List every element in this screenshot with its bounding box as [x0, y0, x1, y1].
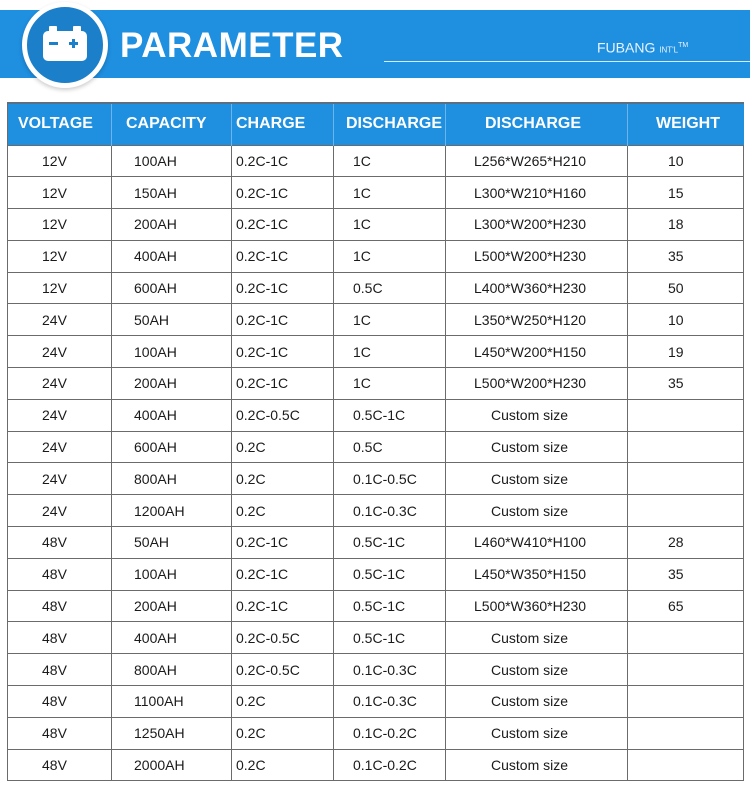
dimension-cell: Custom size — [446, 686, 628, 718]
table-row — [8, 717, 744, 749]
discharge-rate-cell: 0.1C-0.3C — [334, 495, 446, 527]
capacity-cell: 100AH — [112, 558, 232, 590]
discharge-rate-cell: 0.1C-0.2C — [334, 749, 446, 781]
discharge-rate-cell: 0.1C-0.3C — [334, 654, 446, 686]
parameter-table — [7, 102, 744, 781]
discharge-rate-cell: 0.1C-0.3C — [334, 686, 446, 718]
capacity-cell: 1200AH — [112, 495, 232, 527]
weight-cell: 35 — [628, 240, 744, 272]
discharge-rate-cell: 1C — [334, 177, 446, 209]
charge-cell: 0.2C-1C — [232, 590, 334, 622]
charge-cell: 0.2C — [232, 717, 334, 749]
brand-logo — [597, 38, 688, 59]
weight-cell: 19 — [628, 336, 744, 368]
discharge-rate-cell: 1C — [334, 336, 446, 368]
discharge-rate-cell: 1C — [334, 209, 446, 241]
capacity-cell: 600AH — [112, 272, 232, 304]
table-row — [8, 558, 744, 590]
voltage-cell: 48V — [8, 686, 112, 718]
table-row — [8, 368, 744, 400]
voltage-cell: 48V — [8, 622, 112, 654]
weight-cell — [628, 717, 744, 749]
dimension-cell: Custom size — [446, 399, 628, 431]
charge-cell: 0.2C-1C — [232, 527, 334, 559]
voltage-cell: 48V — [8, 717, 112, 749]
table-row — [8, 145, 744, 177]
capacity-cell: 50AH — [112, 304, 232, 336]
charge-cell: 0.2C — [232, 686, 334, 718]
discharge-rate-cell: 0.5C — [334, 272, 446, 304]
voltage-cell: 24V — [8, 495, 112, 527]
voltage-cell: 12V — [8, 209, 112, 241]
page-title: PARAMETER — [120, 26, 344, 65]
dimension-cell: L450*W350*H150 — [446, 558, 628, 590]
table-row — [8, 654, 744, 686]
capacity-cell: 100AH — [112, 145, 232, 177]
charge-cell: 0.2C-1C — [232, 558, 334, 590]
capacity-cell: 150AH — [112, 177, 232, 209]
discharge-rate-cell: 1C — [334, 368, 446, 400]
table-row — [8, 209, 744, 241]
weight-cell — [628, 654, 744, 686]
weight-cell: 65 — [628, 590, 744, 622]
dimension-cell: Custom size — [446, 495, 628, 527]
table-row — [8, 463, 744, 495]
voltage-cell: 24V — [8, 463, 112, 495]
capacity-cell: 50AH — [112, 527, 232, 559]
brand-trademark: TM — [678, 42, 689, 49]
weight-cell: 18 — [628, 209, 744, 241]
column-header: CHARGE — [232, 103, 334, 145]
weight-cell: 10 — [628, 145, 744, 177]
table-row — [8, 749, 744, 781]
table-row — [8, 495, 744, 527]
column-header: DISCHARGE — [334, 103, 446, 145]
table-row — [8, 527, 744, 559]
charge-cell: 0.2C-1C — [232, 177, 334, 209]
capacity-cell: 1100AH — [112, 686, 232, 718]
voltage-cell: 24V — [8, 304, 112, 336]
dimension-cell: L350*W250*H120 — [446, 304, 628, 336]
weight-cell: 15 — [628, 177, 744, 209]
dimension-cell: L500*W360*H230 — [446, 590, 628, 622]
capacity-cell: 400AH — [112, 240, 232, 272]
weight-cell: 50 — [628, 272, 744, 304]
discharge-rate-cell: 1C — [334, 145, 446, 177]
battery-icon — [41, 23, 89, 67]
discharge-rate-cell: 0.5C-1C — [334, 590, 446, 622]
weight-cell: 35 — [628, 368, 744, 400]
voltage-cell: 12V — [8, 145, 112, 177]
capacity-cell: 1250AH — [112, 717, 232, 749]
voltage-cell: 48V — [8, 527, 112, 559]
dimension-cell: L450*W200*H150 — [446, 336, 628, 368]
weight-cell: 35 — [628, 558, 744, 590]
dimension-cell: Custom size — [446, 654, 628, 686]
voltage-cell: 12V — [8, 177, 112, 209]
dimension-cell: Custom size — [446, 463, 628, 495]
dimension-cell: L256*W265*H210 — [446, 145, 628, 177]
weight-cell — [628, 622, 744, 654]
table-row — [8, 431, 744, 463]
charge-cell: 0.2C-0.5C — [232, 654, 334, 686]
charge-cell: 0.2C-1C — [232, 240, 334, 272]
column-header: CAPACITY — [112, 103, 232, 145]
charge-cell: 0.2C — [232, 495, 334, 527]
table-row — [8, 240, 744, 272]
capacity-cell: 800AH — [112, 463, 232, 495]
discharge-rate-cell: 0.1C-0.5C — [334, 463, 446, 495]
brand-suffix: INT'L — [659, 45, 679, 55]
voltage-cell: 48V — [8, 590, 112, 622]
charge-cell: 0.2C-1C — [232, 145, 334, 177]
table-body — [8, 145, 744, 781]
dimension-cell: Custom size — [446, 717, 628, 749]
weight-cell — [628, 399, 744, 431]
voltage-cell: 12V — [8, 272, 112, 304]
table-row — [8, 336, 744, 368]
dimension-cell: Custom size — [446, 749, 628, 781]
capacity-cell: 200AH — [112, 368, 232, 400]
voltage-cell: 24V — [8, 368, 112, 400]
table-row — [8, 622, 744, 654]
weight-cell — [628, 431, 744, 463]
discharge-rate-cell: 1C — [334, 240, 446, 272]
weight-cell — [628, 686, 744, 718]
battery-badge — [22, 2, 108, 88]
charge-cell: 0.2C-1C — [232, 209, 334, 241]
voltage-cell: 48V — [8, 558, 112, 590]
table-header-row — [8, 103, 744, 145]
voltage-cell: 48V — [8, 749, 112, 781]
charge-cell: 0.2C-1C — [232, 336, 334, 368]
charge-cell: 0.2C-1C — [232, 368, 334, 400]
capacity-cell: 600AH — [112, 431, 232, 463]
weight-cell — [628, 463, 744, 495]
capacity-cell: 100AH — [112, 336, 232, 368]
column-header: DISCHARGE — [446, 103, 628, 145]
voltage-cell: 48V — [8, 654, 112, 686]
charge-cell: 0.2C — [232, 431, 334, 463]
capacity-cell: 200AH — [112, 209, 232, 241]
weight-cell: 28 — [628, 527, 744, 559]
charge-cell: 0.2C-1C — [232, 304, 334, 336]
capacity-cell: 2000AH — [112, 749, 232, 781]
dimension-cell: L460*W410*H100 — [446, 527, 628, 559]
table-row — [8, 272, 744, 304]
capacity-cell: 400AH — [112, 399, 232, 431]
table-row — [8, 399, 744, 431]
discharge-rate-cell: 0.5C-1C — [334, 399, 446, 431]
charge-cell: 0.2C-0.5C — [232, 399, 334, 431]
capacity-cell: 800AH — [112, 654, 232, 686]
capacity-cell: 200AH — [112, 590, 232, 622]
discharge-rate-cell: 0.5C — [334, 431, 446, 463]
voltage-cell: 24V — [8, 431, 112, 463]
discharge-rate-cell: 0.5C-1C — [334, 527, 446, 559]
dimension-cell: L400*W360*H230 — [446, 272, 628, 304]
dimension-cell: L500*W200*H230 — [446, 240, 628, 272]
dimension-cell: Custom size — [446, 431, 628, 463]
table-row — [8, 590, 744, 622]
discharge-rate-cell: 1C — [334, 304, 446, 336]
charge-cell: 0.2C — [232, 463, 334, 495]
charge-cell: 0.2C — [232, 749, 334, 781]
charge-cell: 0.2C-1C — [232, 272, 334, 304]
table-row — [8, 686, 744, 718]
dimension-cell: Custom size — [446, 622, 628, 654]
brand-name: FUBANG — [597, 39, 656, 56]
voltage-cell: 12V — [8, 240, 112, 272]
charge-cell: 0.2C-0.5C — [232, 622, 334, 654]
dimension-cell: L500*W200*H230 — [446, 368, 628, 400]
column-header: VOLTAGE — [8, 103, 112, 145]
weight-cell — [628, 749, 744, 781]
capacity-cell: 400AH — [112, 622, 232, 654]
discharge-rate-cell: 0.5C-1C — [334, 622, 446, 654]
weight-cell — [628, 495, 744, 527]
dimension-cell: L300*W200*H230 — [446, 209, 628, 241]
dimension-cell: L300*W210*H160 — [446, 177, 628, 209]
table-row — [8, 177, 744, 209]
table-row — [8, 304, 744, 336]
voltage-cell: 24V — [8, 399, 112, 431]
column-header: WEIGHT — [628, 103, 744, 145]
weight-cell: 10 — [628, 304, 744, 336]
brand-underline — [384, 61, 750, 62]
voltage-cell: 24V — [8, 336, 112, 368]
discharge-rate-cell: 0.5C-1C — [334, 558, 446, 590]
discharge-rate-cell: 0.1C-0.2C — [334, 717, 446, 749]
